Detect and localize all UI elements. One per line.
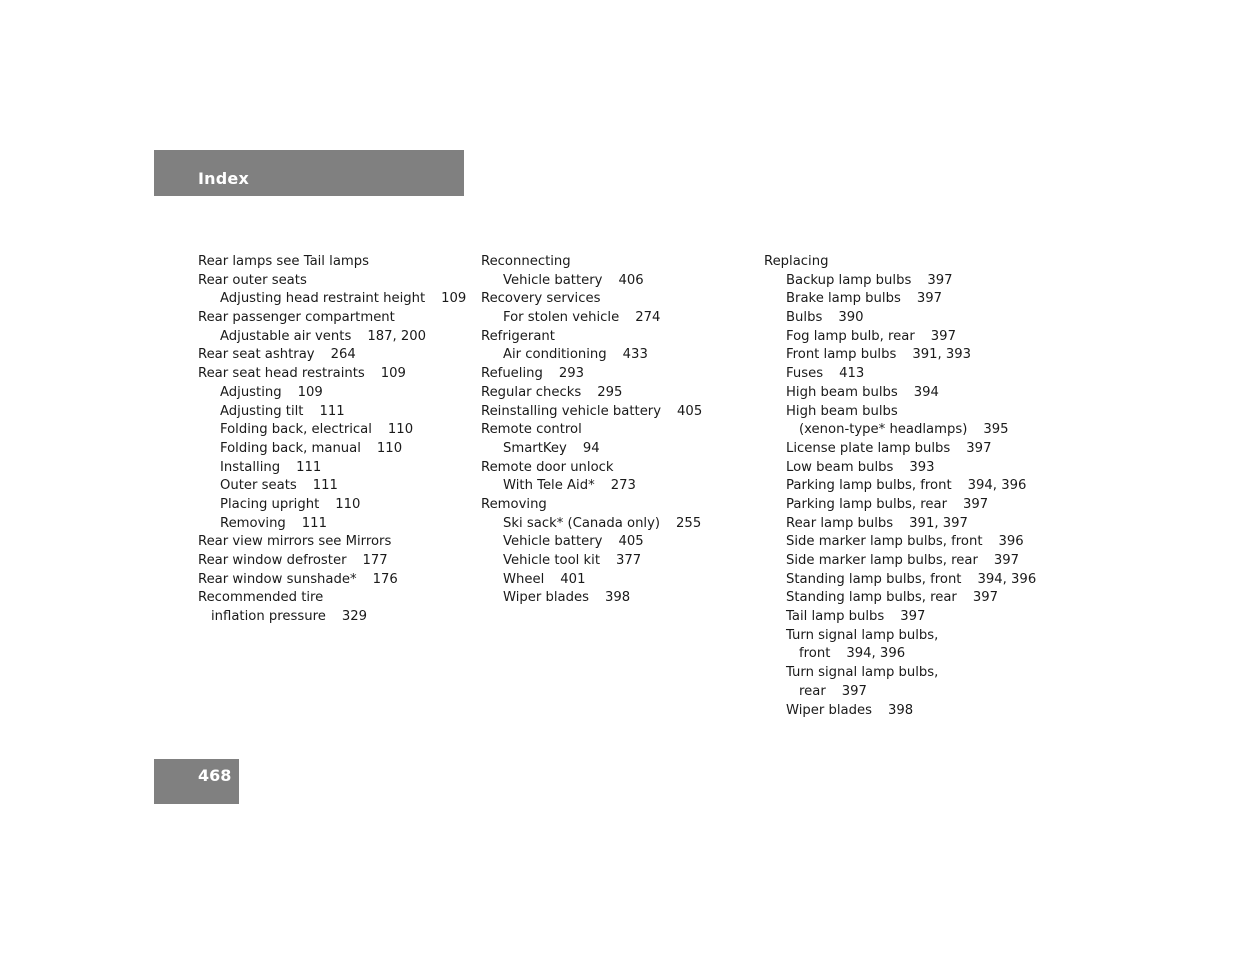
index-entry xyxy=(764,309,1036,328)
index-term: With Tele Aid* xyxy=(503,478,595,494)
index-entry xyxy=(198,533,466,552)
index-entry xyxy=(481,589,702,608)
index-entry xyxy=(198,477,466,496)
index-entry xyxy=(764,290,1036,309)
index-term: Outer seats xyxy=(220,478,297,494)
index-entry xyxy=(198,552,466,571)
index-term: inflation pressure xyxy=(211,609,326,625)
index-entry xyxy=(198,272,466,291)
index-entry xyxy=(764,683,1036,702)
index-entry xyxy=(764,552,1036,571)
index-term: Folding back, electrical xyxy=(220,422,372,438)
index-entry xyxy=(481,309,702,328)
index-page-reference: 397 xyxy=(963,496,989,512)
index-entry xyxy=(198,608,466,627)
index-term: Refueling xyxy=(481,366,543,382)
index-entry xyxy=(198,328,466,347)
index-term: High beam bulbs xyxy=(786,384,898,400)
index-entry xyxy=(764,589,1036,608)
index-term: Reconnecting xyxy=(481,254,571,269)
page-number-box xyxy=(154,759,239,804)
index-term: Turn signal lamp bulbs, xyxy=(786,665,939,681)
index-entry xyxy=(481,421,702,440)
index-page-reference: 394, 396 xyxy=(967,478,1027,494)
index-term: Rear seat head restraints xyxy=(198,366,365,382)
index-term: Backup lamp bulbs xyxy=(786,272,912,288)
index-page-reference: 273 xyxy=(610,478,636,494)
index-entry xyxy=(481,365,702,384)
index-term: High beam bulbs xyxy=(786,403,898,419)
index-page-reference: 329 xyxy=(341,609,367,625)
index-term: Refrigerant xyxy=(481,328,555,344)
section-header-bar xyxy=(154,150,464,196)
index-page-reference: 176 xyxy=(372,571,398,587)
index-entry xyxy=(198,309,466,328)
index-entry xyxy=(481,552,702,571)
index-term: Adjustable air vents xyxy=(220,328,352,344)
index-page-reference: 394, 396 xyxy=(977,571,1037,587)
index-entry xyxy=(481,403,702,422)
index-term: Vehicle battery xyxy=(503,534,603,550)
index-page-reference: 264 xyxy=(330,347,356,363)
index-page-reference: 109 xyxy=(297,384,323,400)
index-term: (xenon-type* headlamps) xyxy=(799,422,968,438)
index-entry xyxy=(198,365,466,384)
index-entry xyxy=(764,608,1036,627)
page-number: 468 xyxy=(198,766,232,785)
index-term: Ski sack* (Canada only) xyxy=(503,515,661,531)
index-page-reference: 94 xyxy=(582,440,600,456)
index-column-2 xyxy=(481,253,702,608)
index-page-reference: 393 xyxy=(909,459,935,475)
section-title: Index xyxy=(198,169,249,188)
index-term: Fuses xyxy=(786,366,824,382)
index-column-1 xyxy=(198,253,466,627)
index-term: Remote control xyxy=(481,422,582,438)
index-term: Parking lamp bulbs, front xyxy=(786,478,952,494)
index-entry xyxy=(481,533,702,552)
index-term: Rear view mirrors see Mirrors xyxy=(198,534,392,550)
index-page-reference: 398 xyxy=(604,590,631,606)
index-term: Recommended tire xyxy=(198,590,324,606)
index-entry xyxy=(198,384,466,403)
index-page-reference: 397 xyxy=(927,272,953,288)
index-page-reference: 397 xyxy=(841,683,867,699)
index-entry xyxy=(764,664,1036,683)
index-term: Rear lamps see Tail lamps xyxy=(198,254,369,269)
index-term: Rear window sunshade* xyxy=(198,571,357,587)
index-entry xyxy=(198,515,466,534)
index-entry xyxy=(764,533,1036,552)
index-page-reference: 110 xyxy=(376,440,403,456)
index-entry xyxy=(481,459,702,478)
index-term: License plate lamp bulbs xyxy=(786,440,951,456)
index-page-reference: 401 xyxy=(560,571,586,587)
index-term: Tail lamp bulbs xyxy=(786,609,885,625)
index-page-reference: 433 xyxy=(622,347,648,363)
index-entry xyxy=(764,421,1036,440)
index-page-reference: 110 xyxy=(335,496,361,512)
index-page-reference: 109 xyxy=(441,291,467,307)
index-term: Standing lamp bulbs, rear xyxy=(786,590,957,606)
index-page-reference: 274 xyxy=(635,310,661,326)
index-term: Standing lamp bulbs, front xyxy=(786,571,962,587)
index-term: Folding back, manual xyxy=(220,440,361,456)
index-entry xyxy=(481,272,702,291)
index-page-reference: 109 xyxy=(380,366,406,382)
index-entry xyxy=(764,571,1036,590)
index-page-reference: 413 xyxy=(839,366,865,382)
index-page-reference: 187, 200 xyxy=(367,328,427,344)
index-entry xyxy=(764,496,1036,515)
index-term: Fog lamp bulb, rear xyxy=(786,328,915,344)
index-term: Removing xyxy=(220,515,286,531)
index-term: Bulbs xyxy=(786,310,823,326)
index-term: Side marker lamp bulbs, rear xyxy=(786,553,978,568)
index-entry xyxy=(481,440,702,459)
index-term: Wiper blades xyxy=(503,590,589,606)
index-entry xyxy=(198,589,466,608)
index-term: Installing xyxy=(220,459,281,475)
index-term: Air conditioning xyxy=(503,347,607,363)
index-term: front xyxy=(799,646,831,662)
index-term: Wheel xyxy=(503,571,545,587)
index-entry xyxy=(764,459,1036,478)
index-term: Brake lamp bulbs xyxy=(786,291,901,307)
index-term: Adjusting tilt xyxy=(220,403,304,419)
index-term: Rear window defroster xyxy=(198,553,347,568)
index-page-reference: 405 xyxy=(677,403,703,419)
index-entry xyxy=(764,645,1036,664)
index-term: Placing upright xyxy=(220,496,320,512)
index-entry xyxy=(198,421,466,440)
index-entry xyxy=(481,496,702,515)
index-entry xyxy=(764,253,1036,272)
index-entry xyxy=(481,515,702,534)
index-page-reference: 406 xyxy=(618,272,644,288)
index-entry xyxy=(481,346,702,365)
index-entry xyxy=(198,571,466,590)
index-entry xyxy=(198,403,466,422)
index-term: Front lamp bulbs xyxy=(786,347,897,363)
index-term: Remote door unlock xyxy=(481,459,614,475)
index-term: Rear lamp bulbs xyxy=(786,515,894,531)
index-page-reference: 391, 393 xyxy=(912,347,972,363)
index-page-reference: 295 xyxy=(597,384,623,400)
index-page-reference: 397 xyxy=(930,328,956,344)
index-term: Rear outer seats xyxy=(198,272,307,288)
index-term: Adjusting xyxy=(220,384,282,400)
index-page-reference: 255 xyxy=(676,515,702,531)
index-entry xyxy=(198,253,466,272)
index-term: For stolen vehicle xyxy=(503,310,620,326)
index-page-reference: 398 xyxy=(887,702,914,718)
index-entry xyxy=(764,328,1036,347)
index-term: Wiper blades xyxy=(786,702,872,718)
index-entry xyxy=(198,496,466,515)
index-column-3 xyxy=(764,253,1036,720)
index-entry xyxy=(764,346,1036,365)
index-entry xyxy=(198,440,466,459)
index-page-reference: 397 xyxy=(900,609,926,625)
index-page-reference: 395 xyxy=(983,422,1009,438)
index-entry xyxy=(481,253,702,272)
index-term: Vehicle tool kit xyxy=(503,553,600,568)
index-entry xyxy=(764,384,1036,403)
index-entry xyxy=(764,403,1036,422)
index-term: Reinstalling vehicle battery xyxy=(481,403,662,419)
index-entry xyxy=(198,459,466,478)
index-page-reference: 177 xyxy=(362,553,388,568)
index-page-reference: 377 xyxy=(616,553,642,568)
index-term: Rear seat ashtray xyxy=(198,347,315,363)
index-page-reference: 391, 397 xyxy=(909,515,968,531)
index-page-reference: 394 xyxy=(913,384,939,400)
index-page-reference: 111 xyxy=(319,403,345,419)
index-entry xyxy=(198,290,466,309)
index-page-reference: 394, 396 xyxy=(846,646,906,662)
index-entry xyxy=(764,702,1036,721)
index-entry xyxy=(764,627,1036,646)
index-page-reference: 111 xyxy=(296,459,322,475)
index-term: Regular checks xyxy=(481,384,582,400)
index-term: Side marker lamp bulbs, front xyxy=(786,534,983,550)
index-entry xyxy=(764,440,1036,459)
index-entry xyxy=(764,515,1036,534)
index-term: rear xyxy=(799,683,826,699)
index-entry xyxy=(481,571,702,590)
index-entry xyxy=(481,328,702,347)
index-entry xyxy=(481,477,702,496)
index-page-reference: 396 xyxy=(998,534,1024,550)
index-page-reference: 397 xyxy=(993,553,1020,568)
index-entry xyxy=(481,384,702,403)
index-page-reference: 405 xyxy=(618,534,644,550)
index-page-reference: 390 xyxy=(838,310,864,326)
index-page-reference: 397 xyxy=(972,590,999,606)
index-page-reference: 111 xyxy=(312,478,338,494)
index-page-reference: 110 xyxy=(387,422,414,438)
index-term: Vehicle battery xyxy=(503,272,603,288)
index-entry xyxy=(764,477,1036,496)
index-term: Parking lamp bulbs, rear xyxy=(786,496,948,512)
index-term: Low beam bulbs xyxy=(786,459,894,475)
index-entry xyxy=(764,365,1036,384)
index-entry xyxy=(481,290,702,309)
index-term: Turn signal lamp bulbs, xyxy=(786,627,939,643)
index-page-reference: 397 xyxy=(916,291,942,307)
index-entry xyxy=(198,346,466,365)
index-page-reference: 293 xyxy=(558,366,585,382)
index-term: Removing xyxy=(481,496,547,512)
index-page-reference: 397 xyxy=(966,440,992,456)
index-entry xyxy=(764,272,1036,291)
index-term: Replacing xyxy=(764,254,829,269)
index-term: Rear passenger compartment xyxy=(198,310,395,326)
index-term: Recovery services xyxy=(481,291,601,307)
index-term: SmartKey xyxy=(503,440,567,456)
index-term: Adjusting head restraint height xyxy=(220,291,426,307)
index-page-reference: 111 xyxy=(301,515,327,531)
